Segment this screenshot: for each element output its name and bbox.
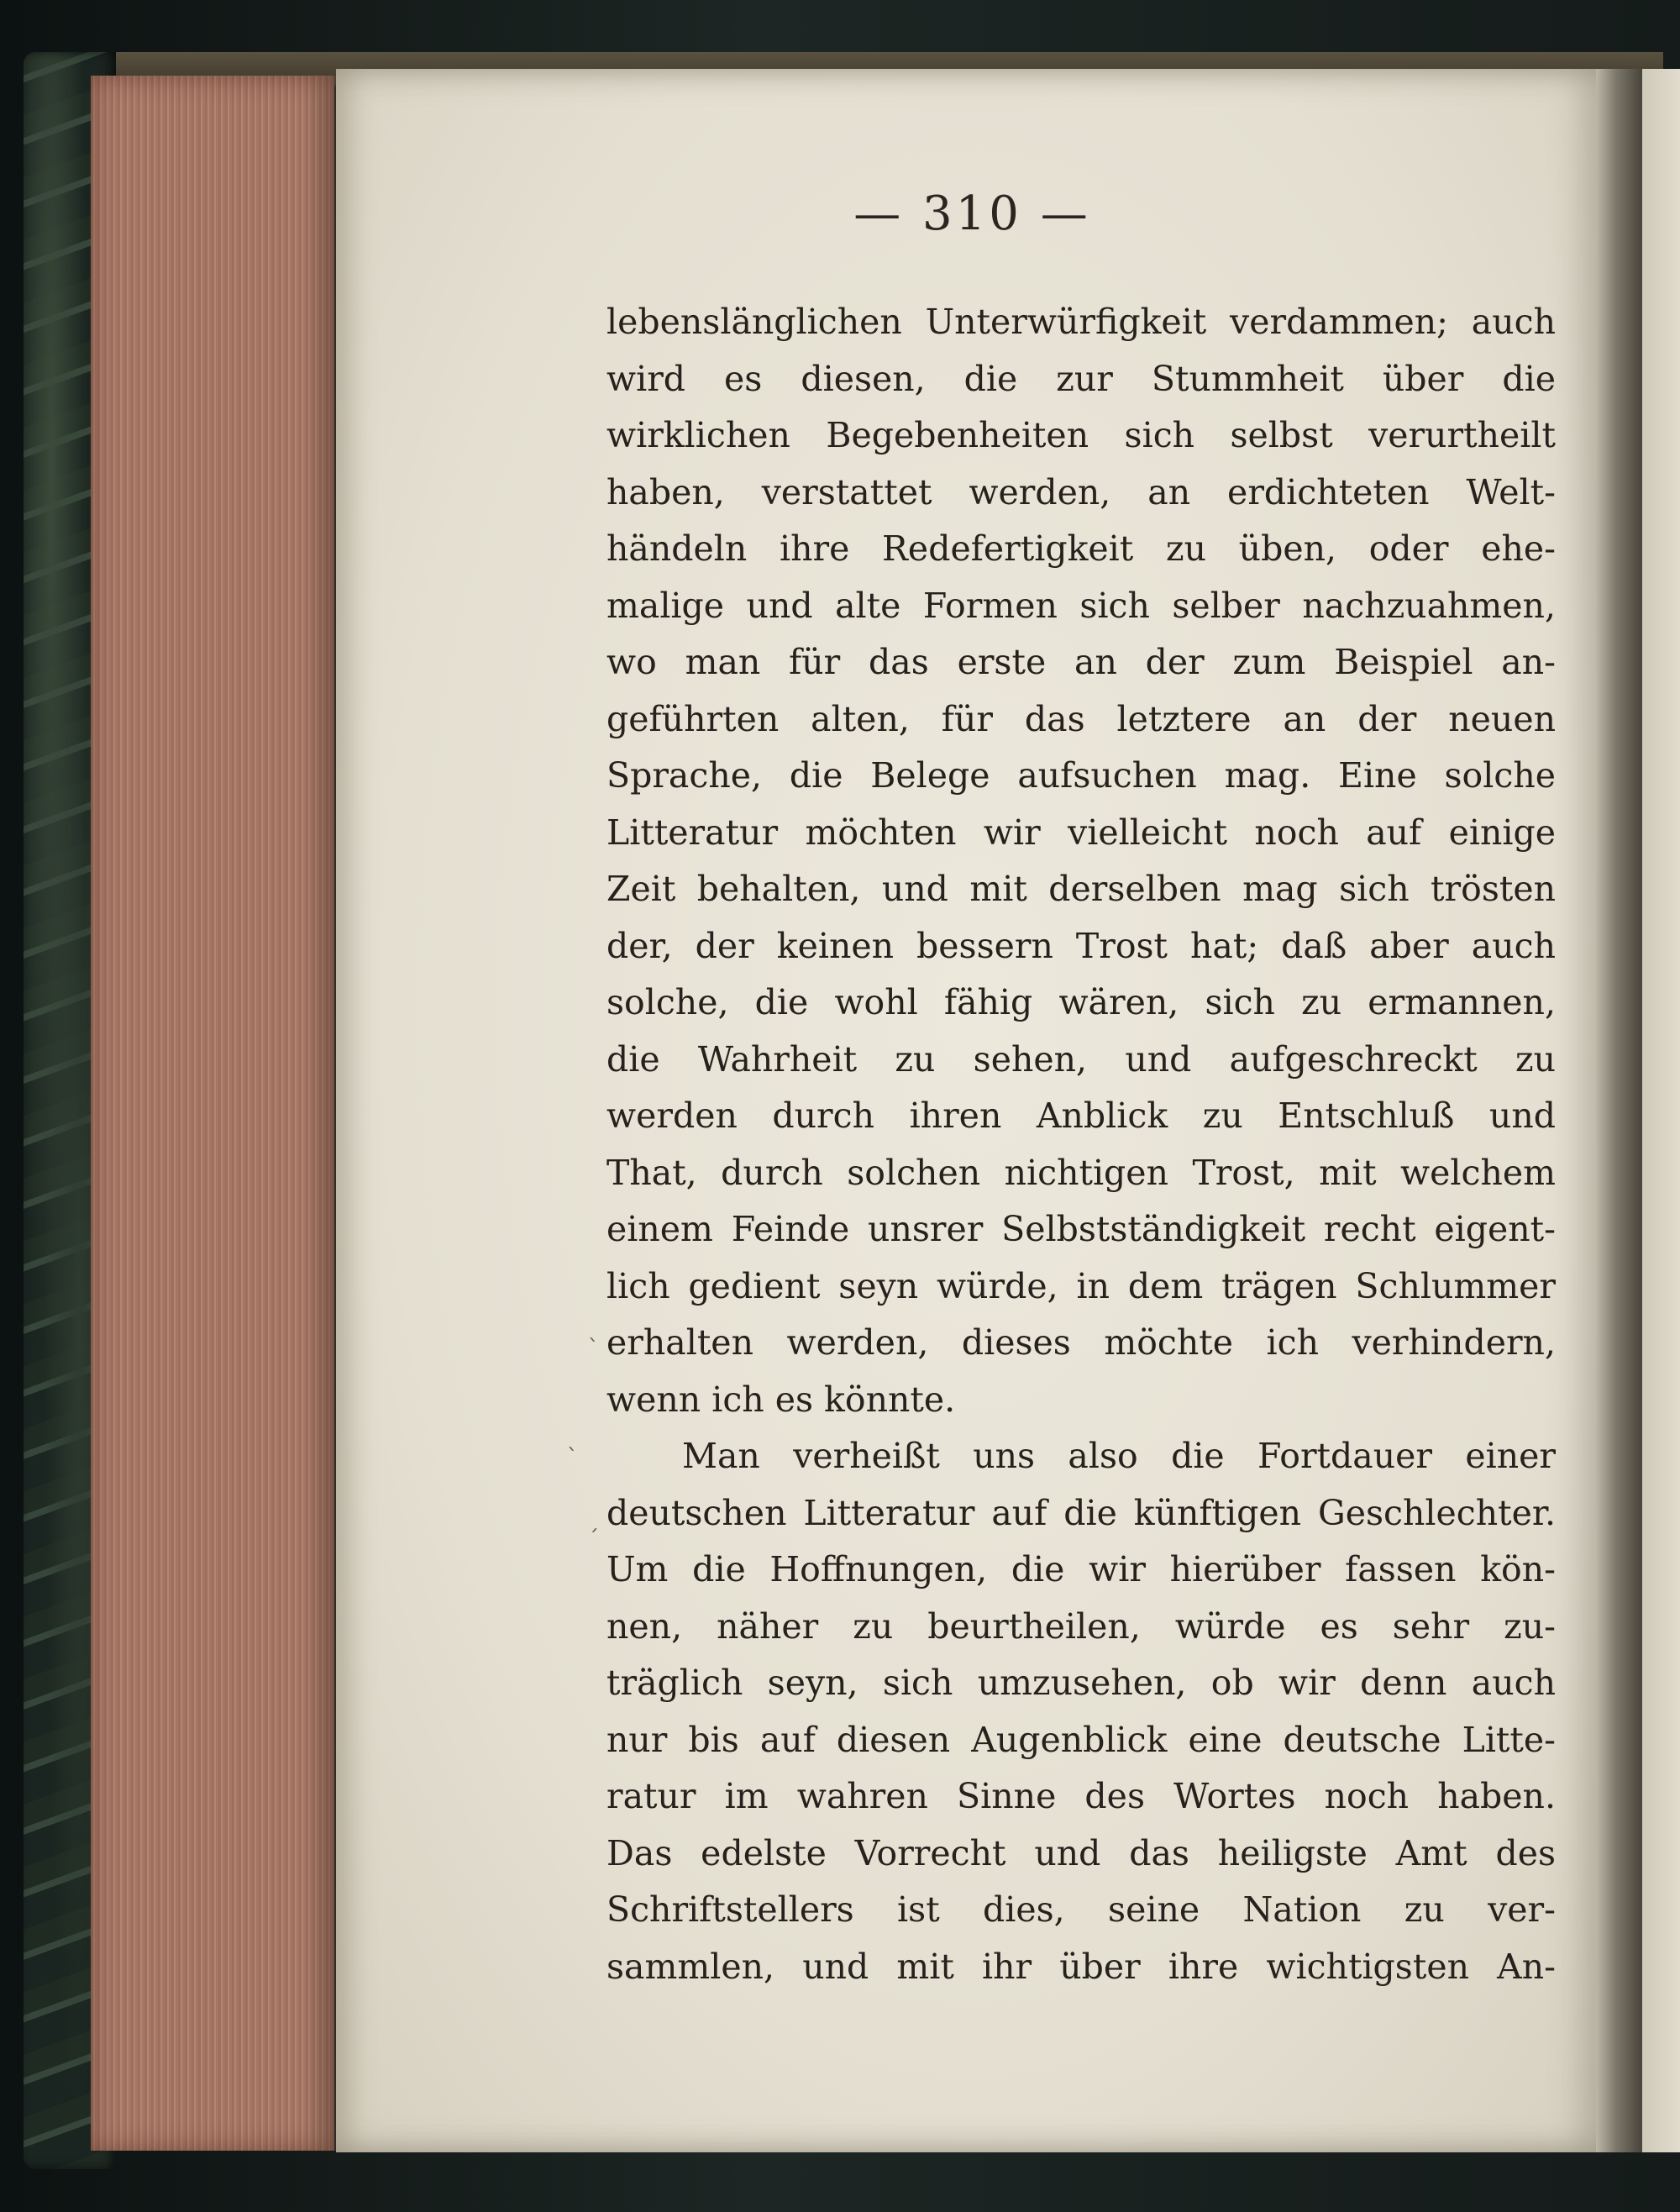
facing-page-edge xyxy=(1642,69,1680,2152)
text-line: wo man für das erste an der zum Beispiel an- xyxy=(606,642,1556,682)
text-line: haben, verstattet werden, an erdichteten Welt- xyxy=(606,471,1556,512)
text-line: lebenslänglichen Unterwürfigkeit verdammen; auch xyxy=(606,302,1556,342)
text-line: Das edelste Vorrecht und das heiligste Amt des xyxy=(606,1832,1556,1873)
text-line: Zeit behalten, und mit derselben mag sich trösten xyxy=(606,869,1556,909)
text-line: wenn ich es könnte. xyxy=(606,1379,956,1420)
text-line: händeln ihre Redefertigkeit zu üben, oder ehe- xyxy=(606,528,1556,569)
text-line: solche, die wohl fähig wären, sich zu ermannen, xyxy=(606,982,1556,1022)
text-line: träglich seyn, sich umzusehen, ob wir denn auch xyxy=(606,1663,1556,1703)
text-line: sammlen, und mit ihr über ihre wichtigsten An- xyxy=(606,1946,1556,1987)
text-line: wirklichen Begebenheiten sich selbst verurtheilt xyxy=(606,415,1556,455)
text-line: einem Feinde unsrer Selbstständigkeit recht eigent- xyxy=(606,1209,1556,1249)
page-body-text xyxy=(606,294,1556,1995)
text-line: Sprache, die Belege aufsuchen mag. Eine solche xyxy=(606,755,1556,796)
page-number: — 310 — xyxy=(853,187,1091,241)
text-line: lich gedient seyn würde, in dem trägen Schlummer xyxy=(606,1265,1556,1306)
text-line: deutschen Litteratur auf die künftigen Geschlechter. xyxy=(606,1492,1556,1533)
text-line: geführten alten, für das letztere an der neuen xyxy=(606,698,1556,739)
book-page-edges xyxy=(91,76,334,2151)
text-line: malige und alte Formen sich selber nachzuahmen, xyxy=(606,585,1556,626)
text-line: Man verheißt uns also die Fortdauer einer xyxy=(682,1436,1556,1476)
text-line: Litteratur möchten wir vielleicht noch auf einige xyxy=(606,812,1556,853)
text-line: nen, näher zu beurtheilen, würde es sehr zu- xyxy=(606,1605,1556,1647)
text-line: Um die Hoffnungen, die wir hierüber fassen kön- xyxy=(606,1549,1556,1589)
text-line: Schriftstellers ist dies, seine Nation zu ver- xyxy=(606,1889,1556,1930)
text-line: werden durch ihren Anblick zu Entschluß und xyxy=(606,1095,1556,1136)
margin-tick-mark: ˋ xyxy=(588,1336,599,1361)
margin-tick-mark: ˋ xyxy=(567,1445,578,1470)
text-line: erhalten werden, dieses möchte ich verhindern, xyxy=(606,1322,1556,1363)
margin-tick-mark: ˏ xyxy=(588,1508,599,1533)
text-line: nur bis auf diesen Augenblick eine deutsche Litte- xyxy=(606,1719,1556,1760)
text-line: die Wahrheit zu sehen, und aufgeschreckt zu xyxy=(606,1038,1556,1080)
text-line: That, durch solchen nichtigen Trost, mit welchem xyxy=(606,1152,1556,1193)
book-gutter xyxy=(1596,69,1646,2152)
text-line: der, der keinen bessern Trost hat; daß aber auch xyxy=(606,925,1556,966)
text-line: wird es diesen, die zur Stummheit über die xyxy=(606,358,1556,399)
text-line: ratur im wahren Sinne des Wortes noch haben. xyxy=(606,1776,1556,1816)
